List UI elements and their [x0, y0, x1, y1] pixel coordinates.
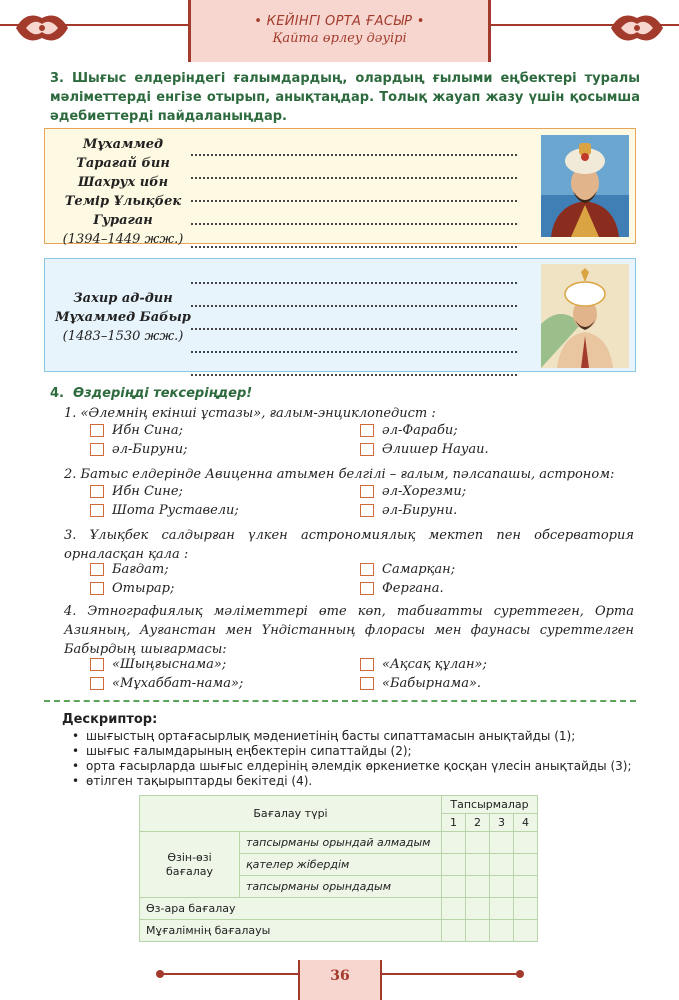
col-assessment-type: Бағалау түрі [140, 796, 442, 832]
option-3b[interactable]: Самарқан; [360, 562, 455, 577]
portrait-ulugh-beg-icon [541, 135, 629, 237]
ornament-right-icon [607, 8, 667, 48]
checkbox[interactable] [90, 677, 104, 690]
self-row-label: тапсырманы орындай алмадым [240, 832, 442, 854]
score-cell[interactable] [490, 832, 514, 854]
checkbox[interactable] [90, 485, 104, 498]
option-2c[interactable]: Шота Руставели; [90, 503, 239, 518]
task-number: 3 [490, 814, 514, 832]
task-number: 1 [442, 814, 466, 832]
option-2d[interactable]: әл-Бируни. [360, 503, 457, 518]
option-1c[interactable]: әл-Бируни; [90, 442, 187, 457]
checkbox[interactable] [360, 563, 374, 576]
scholar-card-ulugh-beg [44, 128, 636, 247]
score-cell[interactable] [442, 854, 466, 876]
self-assessment-label: Өзін-өзі бағалау [140, 832, 240, 898]
checkbox[interactable] [90, 563, 104, 576]
score-cell[interactable] [514, 898, 538, 920]
option-3c[interactable]: Отырар; [90, 581, 174, 596]
checkbox[interactable] [90, 658, 104, 671]
option-3d[interactable]: Фергана. [360, 581, 444, 596]
answer-lines[interactable] [191, 133, 517, 248]
task-number: 4 [514, 814, 538, 832]
score-cell[interactable] [466, 920, 490, 942]
score-cell[interactable] [466, 876, 490, 898]
header-title-box [188, 0, 491, 62]
descriptor-list [72, 729, 632, 789]
descriptor-item: • өтілген тақырыптарды бекітеді (4). [72, 774, 632, 789]
question-1: 1. «Әлемнің екінші ұстазы», ғалым-энциклопедист : [64, 406, 436, 421]
checkbox[interactable] [90, 424, 104, 437]
option-4d[interactable]: «Бабырнама». [360, 676, 481, 691]
score-cell[interactable] [442, 898, 466, 920]
option-2b[interactable]: әл-Хорезми; [360, 484, 466, 499]
self-row-label: қателер жібердім [240, 854, 442, 876]
option-4a[interactable]: «Шыңғыснама»; [90, 657, 226, 672]
score-cell[interactable] [490, 876, 514, 898]
page-header [0, 0, 679, 62]
answer-lines[interactable] [191, 261, 517, 376]
checkbox[interactable] [360, 582, 374, 595]
option-4b[interactable]: «Ақсақ құлан»; [360, 657, 487, 672]
checkbox[interactable] [90, 443, 104, 456]
score-cell[interactable] [442, 832, 466, 854]
descriptor-item: • шығыстың ортағасырлық мәдениетінің басты сипаттамасын анықтайды (1); [72, 729, 632, 744]
option-1d[interactable]: Әлишер Науаи. [360, 442, 489, 457]
task4-heading: 4. Өздеріңді тексеріңдер! [50, 386, 253, 401]
question-3: 3. Ұлықбек салдырған үлкен астрономиялық мектеп пен обсерватория орналасқан қала : [64, 528, 634, 562]
score-cell[interactable] [442, 920, 466, 942]
checkbox[interactable] [360, 424, 374, 437]
score-cell[interactable] [514, 876, 538, 898]
checkbox[interactable] [360, 443, 374, 456]
chapter-subtitle: Қайта өрлеу дәуірі [272, 31, 407, 46]
chapter-title: • КЕЙІНГІ ОРТА ҒАСЫР • [254, 14, 425, 29]
question-4: 4. Этнографиялық мәліметтері өте көп, табиғатты суреттеген, Орта Азияның, Ауғанстан мен Үндістанның флорасы мен фаунасы суреттелген Бабырдың шығармасы: [64, 604, 634, 657]
task-number: 2 [466, 814, 490, 832]
scholar-name: Захир ад-дин Мұхаммед Бабыр (1483–1530 жж.) [53, 289, 193, 346]
checkbox[interactable] [360, 658, 374, 671]
option-2a[interactable]: Ибн Сине; [90, 484, 183, 499]
option-3a[interactable]: Бағдат; [90, 562, 169, 577]
footer-dot-left-icon [156, 970, 164, 978]
checkbox[interactable] [360, 485, 374, 498]
teacher-assessment-label: Мұғалімнің бағалауы [140, 920, 442, 942]
question-2: 2. Батыс елдерінде Авиценна атымен белгілі – ғалым, пәлсапашы, астроном: [64, 467, 615, 482]
score-cell[interactable] [466, 832, 490, 854]
task3-instruction: 3. Шығыс елдеріндегі ғалымдардың, олардың ғылыми еңбектері туралы мәліметтерді енгізе отырып, анықтаңдар. Толық жауап жазу үшін қосымша әдебиеттерді пайдаланыңдар. [50, 71, 640, 124]
score-cell[interactable] [514, 920, 538, 942]
scholar-years: (1394–1449 жж.) [62, 232, 184, 247]
portrait-babur-icon [541, 264, 629, 368]
page-number-box [298, 960, 382, 1000]
checkbox[interactable] [90, 582, 104, 595]
option-1a[interactable]: Ибн Сина; [90, 423, 183, 438]
scholar-years: (1483–1530 жж.) [62, 329, 184, 344]
peer-assessment-label: Өз-ара бағалау [140, 898, 442, 920]
checkbox[interactable] [90, 504, 104, 517]
self-row-label: тапсырманы орындадым [240, 876, 442, 898]
scholar-name: Мұхаммед Тарағай бин Шахрух ибн Темір Ұлықбек Гураган (1394–1449 жж.) [53, 135, 193, 249]
assessment-table [139, 795, 538, 942]
score-cell[interactable] [514, 854, 538, 876]
score-cell[interactable] [490, 920, 514, 942]
page-number: 36 [330, 968, 350, 984]
descriptor-title: Дескриптор: [62, 712, 158, 727]
descriptor-item: • шығыс ғалымдарының еңбектерін сипаттайды (2); [72, 744, 632, 759]
ornament-left-icon [12, 8, 72, 48]
option-4c[interactable]: «Мұхаббат-нама»; [90, 676, 243, 691]
score-cell[interactable] [442, 876, 466, 898]
score-cell[interactable] [466, 854, 490, 876]
score-cell[interactable] [490, 898, 514, 920]
descriptor-item: • орта ғасырларда шығыс елдерінің әлемдік өркениетке қосқан үлесін анықтайды (3); [72, 759, 632, 774]
score-cell[interactable] [466, 898, 490, 920]
score-cell[interactable] [490, 854, 514, 876]
score-cell[interactable] [514, 832, 538, 854]
col-tasks: Тапсырмалар [442, 796, 538, 814]
checkbox[interactable] [360, 504, 374, 517]
scholar-card-babur [44, 258, 636, 372]
footer-dot-right-icon [516, 970, 524, 978]
section-divider [44, 700, 636, 702]
checkbox[interactable] [360, 677, 374, 690]
option-1b[interactable]: әл-Фараби; [360, 423, 458, 438]
